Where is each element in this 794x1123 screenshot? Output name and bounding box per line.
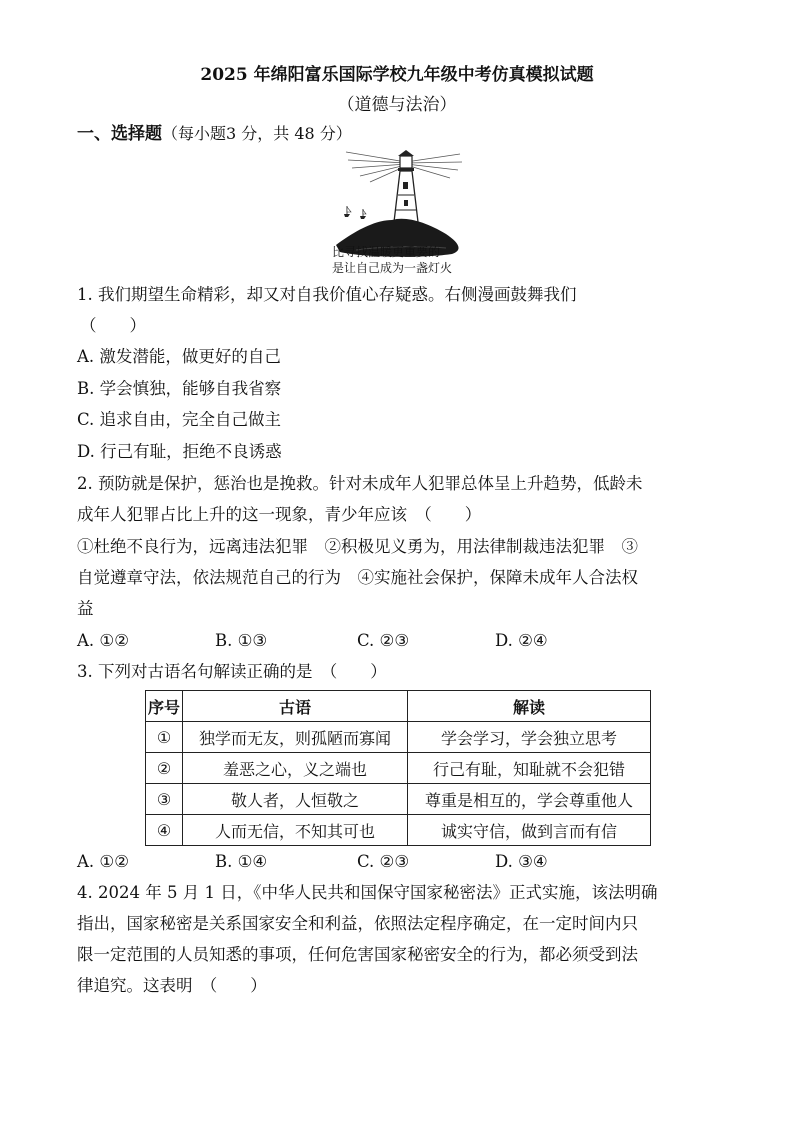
q3-option-a: A. ①② bbox=[77, 852, 129, 871]
q2-stem-line-2: 成年人犯罪占比上升的这一现象，青少年应该 （ ） bbox=[77, 505, 482, 524]
table-row bbox=[146, 722, 651, 753]
q4-stem-line-2: 指出，国家秘密是关系国家安全和利益，依照法定程序确定，在一定时间内只 bbox=[77, 914, 638, 933]
q3-option-c: C. ②③ bbox=[357, 852, 410, 871]
q1-option-d: D. 行己有耻，拒绝不良诱惑 bbox=[77, 442, 282, 461]
q4-stem-line-4: 律追究。这表明 （ ） bbox=[77, 976, 267, 995]
q2-option-c: C. ②③ bbox=[357, 631, 410, 650]
section-heading: 一、选择题 bbox=[77, 124, 162, 144]
row-quote: 独学而无友，则孤陋而寡闻 bbox=[183, 722, 408, 753]
q2-items-line-1: ①杜绝不良行为，远离违法犯罪 ②积极见义勇为，用法律制裁违法犯罪 ③ bbox=[77, 537, 638, 556]
q1-stem: 1. 我们期望生命精彩，却又对自我价值心存疑惑。右侧漫画鼓舞我们 bbox=[77, 285, 577, 304]
section-heading-row bbox=[77, 122, 352, 146]
q2-items-line-2: 自觉遵章守法，依法规范自己的行为 ④实施社会保护，保障未成年人合法权 bbox=[77, 568, 638, 587]
q2-option-d: D. ②④ bbox=[495, 631, 548, 650]
q3-option-b: B. ①④ bbox=[215, 852, 268, 871]
table-header-row bbox=[146, 691, 651, 722]
row-quote: 人而无信，不知其可也 bbox=[183, 815, 408, 846]
q4-stem-line-1: 4. 2024 年 5 月 1 日，《中华人民共和国保守国家秘密法》正式实施，该法明确 bbox=[77, 883, 658, 902]
table-row bbox=[146, 753, 651, 784]
q1-option-c: C. 追求自由，完全自己做主 bbox=[77, 410, 282, 429]
table-row bbox=[146, 784, 651, 815]
section-note: （每小题3 分，共 48 分） bbox=[162, 124, 352, 143]
row-number: ② bbox=[146, 753, 183, 784]
row-number: ④ bbox=[146, 815, 183, 846]
comic-caption-line-2: 是让自己成为一盏灯火 bbox=[332, 261, 453, 275]
row-interpretation: 学会学习，学会独立思考 bbox=[408, 722, 651, 753]
row-interpretation: 尊重是相互的，学会尊重他人 bbox=[408, 784, 651, 815]
q1-option-b: B. 学会慎独，能够自我省察 bbox=[77, 379, 282, 398]
table-row bbox=[146, 815, 651, 846]
row-number: ③ bbox=[146, 784, 183, 815]
q1-answer-bracket: （ ） bbox=[80, 316, 146, 335]
row-number: ① bbox=[146, 722, 183, 753]
row-quote: 羞恶之心，义之端也 bbox=[183, 753, 408, 784]
row-interpretation: 行己有耻，知耻就不会犯错 bbox=[408, 753, 651, 784]
q1-option-a: A. 激发潜能，做更好的自己 bbox=[77, 347, 281, 366]
q2-option-b: B. ①③ bbox=[215, 631, 268, 650]
q4-stem-line-3: 限一定范围的人员知悉的事项，任何危害国家秘密安全的行为，都必须受到法 bbox=[77, 945, 638, 964]
col-header-number: 序号 bbox=[146, 691, 183, 722]
q3-option-d: D. ③④ bbox=[495, 852, 548, 871]
q3-stem: 3. 下列对古语名句解读正确的是 （ ） bbox=[77, 662, 387, 681]
exam-title: 2025 年绵阳富乐国际学校九年级中考仿真模拟试题 bbox=[200, 65, 594, 85]
row-interpretation: 诚实守信，做到言而有信 bbox=[408, 815, 651, 846]
q2-option-a: A. ①② bbox=[77, 631, 129, 650]
q3-quote-table bbox=[145, 690, 651, 846]
q2-items-line-3: 益 bbox=[77, 599, 94, 618]
col-header-interpretation: 解读 bbox=[408, 691, 651, 722]
row-quote: 敬人者，人恒敬之 bbox=[183, 784, 408, 815]
exam-subject: （道德与法治） bbox=[337, 95, 457, 115]
comic-caption-line-1: 比寻找温暖更重要的 bbox=[332, 245, 441, 259]
col-header-quote: 古语 bbox=[183, 691, 408, 722]
q2-stem-line-1: 2. 预防就是保护，惩治也是挽救。针对未成年人犯罪总体呈上升趋势，低龄未 bbox=[77, 474, 643, 493]
